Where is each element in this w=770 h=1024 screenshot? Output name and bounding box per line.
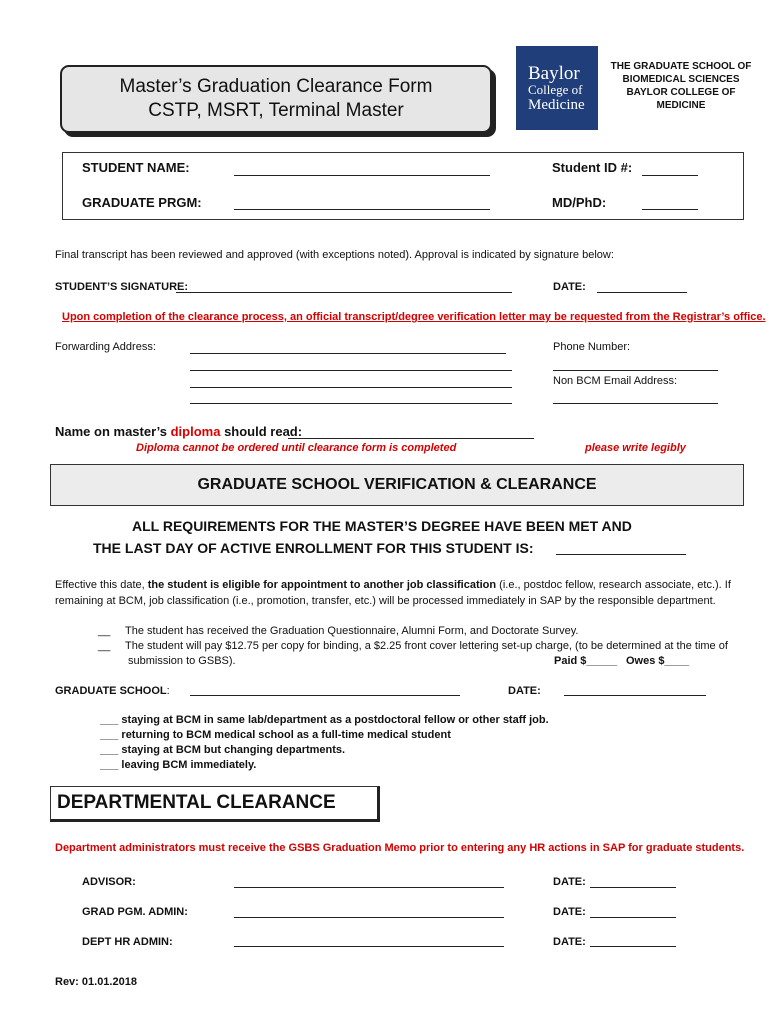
school-line-4: MEDICINE xyxy=(656,100,706,111)
graduate-school-date-field[interactable] xyxy=(564,695,706,696)
requirements-line-1: ALL REQUIREMENTS FOR THE MASTER’S DEGREE HAVE BEEN MET AND xyxy=(132,518,632,534)
diploma-word: diploma xyxy=(170,424,221,439)
verification-heading-box xyxy=(50,464,744,506)
check-questionnaire-text: The student has received the Graduation Questionnaire, Alumni Form, and Doctorate Survey. xyxy=(125,625,579,637)
mdphd-field[interactable] xyxy=(642,209,698,210)
write-legibly-note: please write legibly xyxy=(585,442,686,454)
grad-school-colon: : xyxy=(166,685,170,697)
graduate-program-label: GRADUATE PRGM: xyxy=(82,195,202,210)
verification-heading: GRADUATE SCHOOL VERIFICATION & CLEARANCE xyxy=(197,476,597,493)
grad-program-admin-label: GRAD PGM. ADMIN: xyxy=(82,906,188,918)
diploma-note: Diploma cannot be ordered until clearance form is completed xyxy=(136,442,457,454)
transcript-statement: Final transcript has been reviewed and approved (with exceptions noted). Approval is indicated by signature below: xyxy=(55,249,614,261)
effective-date-statement-2: remaining at BCM, job classification (i.e., promotion, transfer, etc.) will be processed immediately in SAP by the responsible department. xyxy=(55,595,716,607)
dept-hr-admin-label: DEPT HR ADMIN: xyxy=(82,936,173,948)
owes-amount[interactable]: Owes $____ xyxy=(626,655,689,667)
forwarding-address-label: Forwarding Address: xyxy=(55,341,156,353)
diploma-name-label xyxy=(55,424,302,439)
checkbox-questionnaire[interactable]: __ xyxy=(98,625,111,637)
advisor-date-field[interactable] xyxy=(590,887,676,888)
student-signature-label: STUDENT’S SIGNATURE: xyxy=(55,281,189,293)
student-id-label: Student ID #: xyxy=(552,160,633,175)
baylor-logo xyxy=(516,46,598,130)
diploma-label-pre: Name on master’s xyxy=(55,424,171,439)
graduate-school-signature-field[interactable] xyxy=(190,695,460,696)
advisor-date-label: DATE: xyxy=(553,876,586,888)
departmental-heading: DEPARTMENTAL CLEARANCE xyxy=(57,792,336,813)
dept-hr-admin-signature-field[interactable] xyxy=(234,946,504,947)
logo-line-1: Baylor xyxy=(528,62,580,84)
school-name xyxy=(598,60,764,112)
form-title-box xyxy=(60,65,492,133)
departmental-notice: Department administrators must receive the GSBS Graduation Memo prior to entering any HR actions in SAP for graduate students. xyxy=(55,842,745,854)
check-binding-text-2: submission to GSBS). xyxy=(128,655,236,667)
graduate-school-date-label: DATE: xyxy=(508,685,541,697)
effective-date-statement xyxy=(55,579,731,591)
requirements-line-2: THE LAST DAY OF ACTIVE ENROLLMENT FOR THIS STUDENT IS: xyxy=(93,540,534,556)
student-signature-field[interactable] xyxy=(176,292,512,293)
phone-number-label: Phone Number: xyxy=(553,341,631,353)
form-subtitle: CSTP, MSRT, Terminal Master xyxy=(148,100,404,121)
graduate-program-field[interactable] xyxy=(234,209,490,210)
logo-line-2: College of xyxy=(528,81,583,97)
advisor-label: ADVISOR: xyxy=(82,876,136,888)
option-same-lab[interactable]: ___ staying at BCM in same lab/department as a postdoctoral fellow or other staff job. xyxy=(100,714,549,726)
forwarding-address-line-2[interactable] xyxy=(190,370,512,371)
forwarding-address-line-4[interactable] xyxy=(190,403,512,404)
dept-hr-admin-date-label: DATE: xyxy=(553,936,586,948)
grad-program-admin-signature-field[interactable] xyxy=(234,917,504,918)
diploma-label-post: should read: xyxy=(220,424,303,439)
school-line-3: BAYLOR COLLEGE OF xyxy=(626,87,736,98)
school-line-1: THE GRADUATE SCHOOL OF xyxy=(610,61,752,72)
email-field[interactable] xyxy=(553,403,718,404)
school-line-2: BIOMEDICAL SCIENCES xyxy=(622,74,740,85)
form-title: Master’s Graduation Clearance Form xyxy=(119,76,433,97)
mdphd-label: MD/PhD: xyxy=(552,195,607,210)
logo-line-3: Medicine xyxy=(528,96,585,113)
grad-program-admin-date-label: DATE: xyxy=(553,906,586,918)
check-binding-text: The student will pay $12.75 per copy for binding, a $2.25 front cover lettering set-up charge, (to be determined at the time of xyxy=(125,640,728,652)
student-name-label: STUDENT NAME: xyxy=(82,160,190,175)
eff-pre: Effective this date, xyxy=(55,579,148,591)
student-name-field[interactable] xyxy=(234,175,490,176)
revision-date: Rev: 01.01.2018 xyxy=(55,976,137,988)
grad-school-label-text: GRADUATE SCHOOL xyxy=(55,685,167,697)
forwarding-address-line-1[interactable] xyxy=(190,353,506,354)
phone-number-field[interactable] xyxy=(553,370,718,371)
student-id-field[interactable] xyxy=(642,175,698,176)
signature-date-field[interactable] xyxy=(597,292,687,293)
departmental-heading-box xyxy=(50,786,380,822)
signature-date-label: DATE: xyxy=(553,281,586,293)
option-medical-school[interactable]: ___ returning to BCM medical school as a full-time medical student xyxy=(100,729,451,741)
checkbox-binding[interactable]: __ xyxy=(98,640,111,652)
eff-post: (i.e., postdoc fellow, research associate, etc.). If xyxy=(496,579,731,591)
graduate-school-label xyxy=(55,685,170,697)
option-leaving-bcm[interactable]: ___ leaving BCM immediately. xyxy=(100,759,257,771)
email-label: Non BCM Email Address: xyxy=(553,375,678,387)
dept-hr-admin-date-field[interactable] xyxy=(590,946,676,947)
option-change-department[interactable]: ___ staying at BCM but changing departments. xyxy=(100,744,346,756)
registrar-notice: Upon completion of the clearance process, an official transcript/degree verification letter may be requested from the Registrar’s office. xyxy=(62,311,766,323)
advisor-signature-field[interactable] xyxy=(234,887,504,888)
grad-program-admin-date-field[interactable] xyxy=(590,917,676,918)
eff-bold: the student is eligible for appointment to another job classification xyxy=(147,579,497,591)
paid-amount[interactable]: Paid $_____ xyxy=(554,655,617,667)
diploma-name-field[interactable] xyxy=(288,438,534,439)
forwarding-address-line-3[interactable] xyxy=(190,387,512,388)
last-enrollment-date-field[interactable] xyxy=(556,554,686,555)
